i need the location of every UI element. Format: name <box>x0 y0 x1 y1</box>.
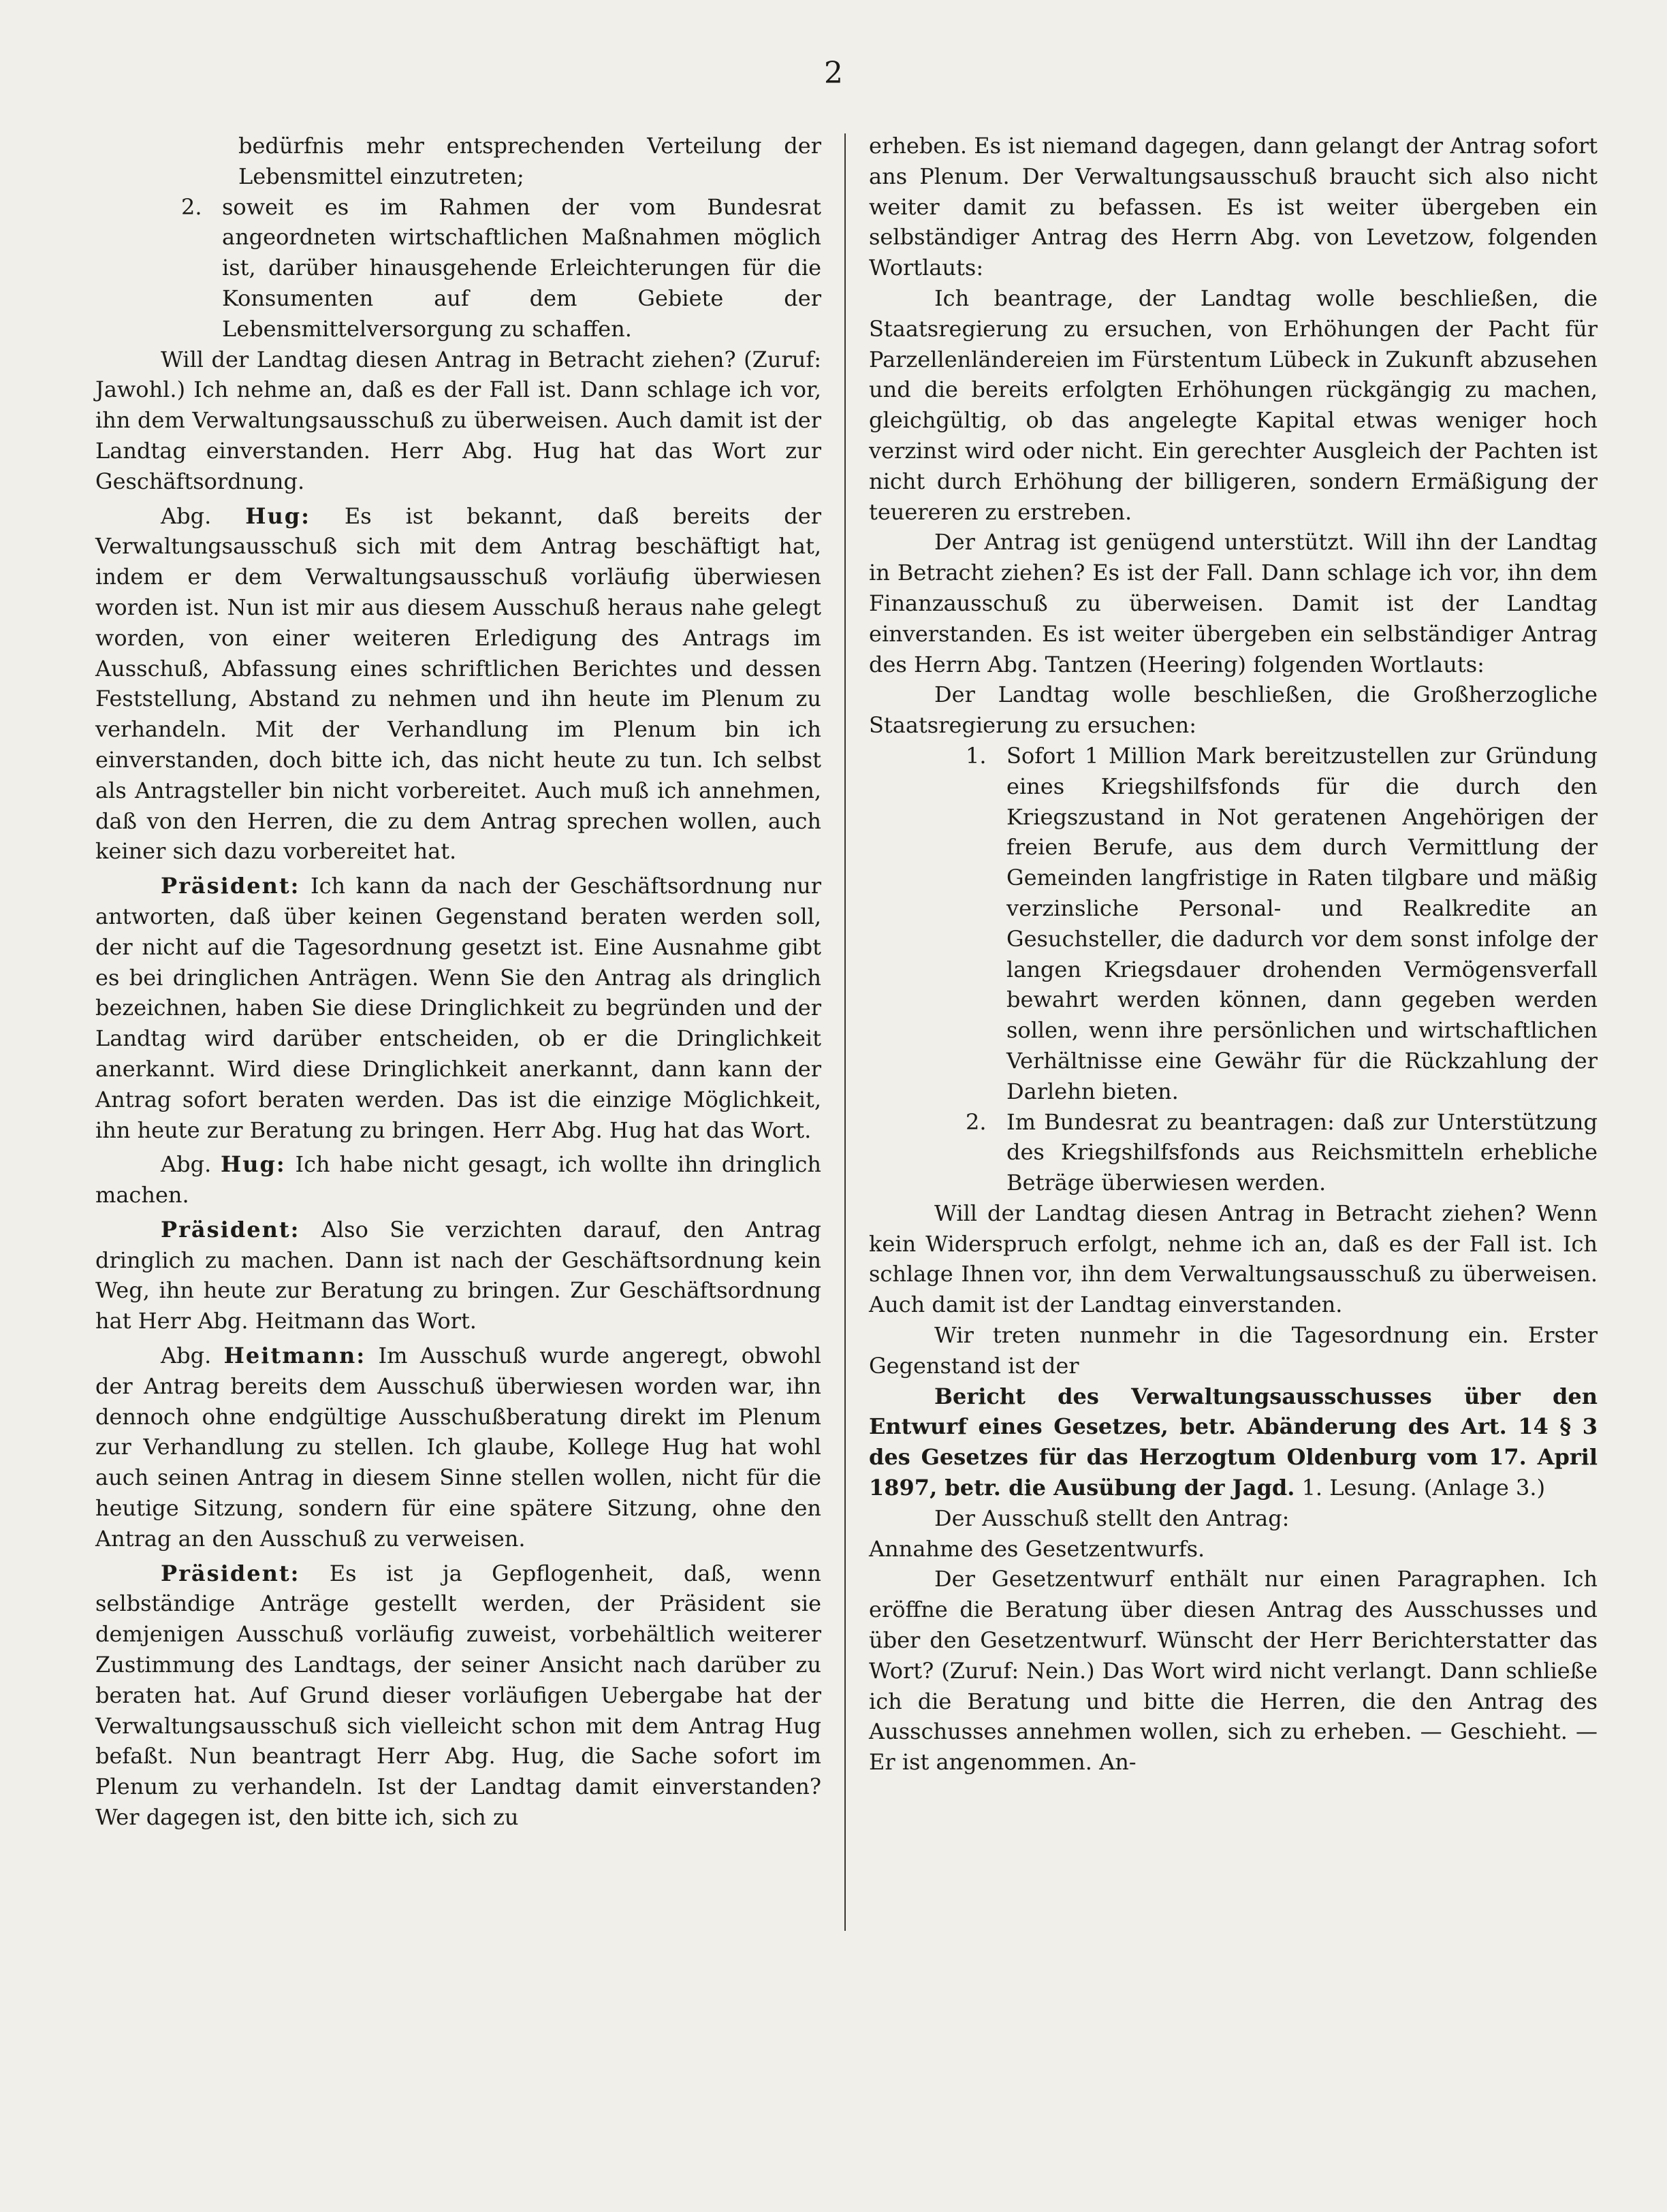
list-item <box>966 1107 1598 1198</box>
list-item <box>181 192 821 344</box>
speech-heitmann <box>95 1341 821 1554</box>
list-number: 2. <box>181 193 202 220</box>
column-divider <box>844 133 846 1931</box>
list-number: 1. <box>966 742 987 769</box>
speech-prefix: Abg. <box>161 502 212 529</box>
speech-text: Im Ausschuß wurde angeregt, obwohl der Antrag bereits dem Ausschuß überwiesen worden war, ihn dennoch ohne endgültige Ausschußberatung direkt im Plenum zur Verhandlung zu stellen. Ich glaube, Kollege Hug hat wohl auch seinen Antrag in diesem Sinne stellen wollen, nicht für die heutige Sitzung, sondern für eine spätere Sitzung, ohne den Antrag an den Ausschuß zu verweisen. <box>95 1343 822 1552</box>
paragraph: Will der Landtag diesen Antrag in Betracht ziehen? (Zuruf: Jawohl.) Ich nehme an, daß es der Fall ist. Dann schlage ich vor, ihn dem Verwaltungsausschuß zu überweisen. Auch damit ist der Landtag einverstanden. Herr Abg. Hug hat das Wort zur Geschäftsordnung. <box>95 346 821 494</box>
paragraph: Wir treten nunmehr in die Tagesordnung ein. Erster Gegenstand ist der <box>869 1322 1598 1379</box>
speech-text: Ich kann da nach der Geschäftsordnung nur antworten, daß über keinen Gegenstand beraten werden soll, der nicht auf die Tagesordnung gesetzt ist. Eine Ausnahme gibt es bei dringlichen Anträgen. Wenn Sie den Antrag als dringlich bezeichnen, haben Sie diese Dringlichkeit zu begründen und der Landtag wird darüber entscheiden, ob er die Dringlichkeit anerkannt. Wird diese Dringlichkeit anerkannt, dann kann der Antrag sofort beraten werden. Das ist die einzige Möglichkeit, ihn heute zur Beratung zu bringen. Herr Abg. Hug hat das Wort. <box>95 873 822 1143</box>
speech-president <box>95 1215 821 1336</box>
speech-prefix: Abg. <box>161 1151 212 1178</box>
speech-hug <box>95 501 821 867</box>
speech-text: Ich habe nicht gesagt, ich wollte ihn dringlich machen. <box>95 1151 822 1208</box>
speaker-name: Heitmann: <box>223 1343 366 1369</box>
speech-president <box>95 871 821 1145</box>
speech-text: Es ist bekannt, daß bereits der Verwaltungsausschuß sich mit dem Antrag beschäftigt hat, indem er dem Verwaltungsausschuß vorläufig überwiesen worden ist. Nun ist mir aus diesem Ausschuß heraus nahe gelegt worden, von einer weiteren Erledigung des Antrags im Ausschuß, Abfassung eines schriftlichen Berichtes und dessen Feststellung, Abstand zu nehmen und ihn heute im Plenum zu verhandeln. Mit der Verhandlung im Plenum bin ich einverstanden, doch bitte ich, das nicht heute zu tun. Ich selbst als Antragsteller bin nicht vorbereitet. Auch muß ich annehmen, daß von den Herren, die zu dem Antrag sprechen wollen, auch keiner sich dazu vorbereitet hat. <box>95 502 822 865</box>
paragraph: Der Ausschuß stellt den Antrag: <box>934 1505 1290 1531</box>
motion-quote: Annahme des Gesetzentwurfs. <box>869 1535 1205 1562</box>
left-column <box>95 131 821 1833</box>
speech-hug <box>95 1149 821 1211</box>
speech-prefix: Abg. <box>161 1343 212 1369</box>
list-text: Im Bundesrat zu beantragen: daß zur Unterstützung des Kriegshilfsfonds aus Reichsmitteln erhebliche Beträge überwiesen werden. <box>1006 1108 1598 1196</box>
motion-quote: Ich beantrage, der Landtag wolle beschließen, die Staatsregierung zu ersuchen, von Erhöhungen der Pacht für Parzellenländereien im Fürstentum Lübeck in Zukunft abzusehen und die bereits erfolgten Erhöhungen rückgängig zu machen, gleichgültig, ob das angelegte Kapital etwas weniger hoch verzinst wird oder nicht. Ein gerechter Ausgleich der Pachten ist nicht durch Erhöhung der billigeren, sondern Ermäßigung der teuereren zu erstreben. <box>869 285 1598 525</box>
agenda-item <box>869 1381 1598 1503</box>
speech-president <box>95 1558 821 1833</box>
right-column <box>869 131 1598 1778</box>
list-item <box>966 741 1598 1107</box>
paragraph: Der Antrag ist genügend unterstützt. Will ihn der Landtag in Betracht ziehen? Es ist der Fall. Dann schlage ich vor, ihn dem Finanzausschuß zu überweisen. Damit ist der Landtag einverstanden. Es ist weiter übergeben ein selbständiger Antrag des Herrn Abg. Tantzen (Heering) folgenden Wortlauts: <box>869 529 1598 677</box>
motion-quote: Der Landtag wolle beschließen, die Großherzogliche Staatsregierung zu ersuchen: <box>869 682 1598 739</box>
speaker-name: Präsident: <box>161 1560 300 1586</box>
agenda-title: Bericht des Verwaltungsausschusses über den Entwurf eines Gesetzes, betr. Abänderung des Art. 14 § 3 des Gesetzes für das Herzogtum Oldenburg vom 17. April 1897, betr. die Ausübung der Jagd. <box>869 1383 1598 1501</box>
page-number: 2 <box>824 56 843 91</box>
paragraph: erheben. Es ist niemand dagegen, dann gelangt der Antrag sofort ans Plenum. Der Verwaltungsausschuß braucht sich also nicht weiter damit zu befassen. Es ist weiter übergeben ein selbständiger Antrag des Herrn Abg. von Levetzow, folgenden Wortlauts: <box>869 133 1598 281</box>
list-text: soweit es im Rahmen der vom Bundesrat angeordneten wirtschaftlichen Maßnahmen möglich ist, darüber hinausgehende Erleichterungen für die Konsumenten auf dem Gebiete der Lebensmittelversorgung zu schaffen. <box>222 193 821 342</box>
paragraph: Der Gesetzentwurf enthält nur einen Paragraphen. Ich eröffne die Beratung über diesen Antrag des Ausschusses und über den Gesetzentwurf. Wünscht der Herr Berichterstatter das Wort? (Zuruf: Nein.) Das Wort wird nicht verlangt. Dann schließe ich die Beratung und bitte die Herren, die den Antrag des Ausschusses annehmen wollen, sich zu erheben. — Geschieht. — Er ist angenommen. An- <box>869 1566 1598 1776</box>
agenda-reading: 1. Lesung. (Anlage 3.) <box>1301 1475 1546 1501</box>
speaker-name: Präsident: <box>161 873 300 899</box>
speaker-name: Präsident: <box>161 1216 300 1243</box>
paragraph: Will der Landtag diesen Antrag in Betracht ziehen? Wenn kein Widerspruch erfolgt, nehme ich an, daß es der Fall ist. Ich schlage Ihnen vor, ihn dem Verwaltungsausschuß zu überweisen. Auch damit ist der Landtag einverstanden. <box>869 1200 1598 1318</box>
speaker-name: Hug: <box>245 502 311 529</box>
speech-text: Es ist ja Gepflogenheit, daß, wenn selbständige Anträge gestellt werden, der Präsident sie demjenigen Ausschuß vorläufig zuweist, vorbehältlich weiterer Zustimmung des Landtags, der seiner Ansicht nach darüber zu beraten hat. Auf Grund dieser vorläufigen Uebergabe hat der Verwaltungsausschuß sich vielleicht schon mit dem Antrag Hug befaßt. Nun beantragt Herr Abg. Hug, die Sache sofort im Plenum zu verhandeln. Ist der Landtag damit einverstanden? Wer dagegen ist, den bitte ich, sich zu <box>95 1560 822 1831</box>
list-number: 2. <box>966 1108 987 1135</box>
continued-text: bedürfnis mehr entsprechenden Verteilung der Lebensmittel einzutreten; <box>238 133 821 189</box>
speech-text: Also Sie verzichten darauf, den Antrag dringlich zu machen. Dann ist nach der Geschäftsordnung kein Weg, ihn heute zur Beratung zu bringen. Zur Geschäftsordnung hat Herr Abg. Heitmann das Wort. <box>95 1216 822 1334</box>
list-text: Sofort 1 Million Mark bereitzustellen zur Gründung eines Kriegshilfsfonds für die durch den Kriegszustand in Not geratenen Angehörigen der freien Berufe, aus dem durch Vermittlung der Gemeinden langfristige in Raten tilgbare und mäßig verzinsliche Personal- und Realkredite an Gesuchsteller, die dadurch vor dem sonst infolge der langen Kriegsdauer drohenden Vermögensverfall bewahrt werden können, dann gegeben werden sollen, wenn ihre persönlichen und wirtschaftlichen Verhältnisse eine Gewähr für die Rückzahlung der Darlehn bieten. <box>1006 742 1598 1104</box>
speaker-name: Hug: <box>221 1151 286 1178</box>
